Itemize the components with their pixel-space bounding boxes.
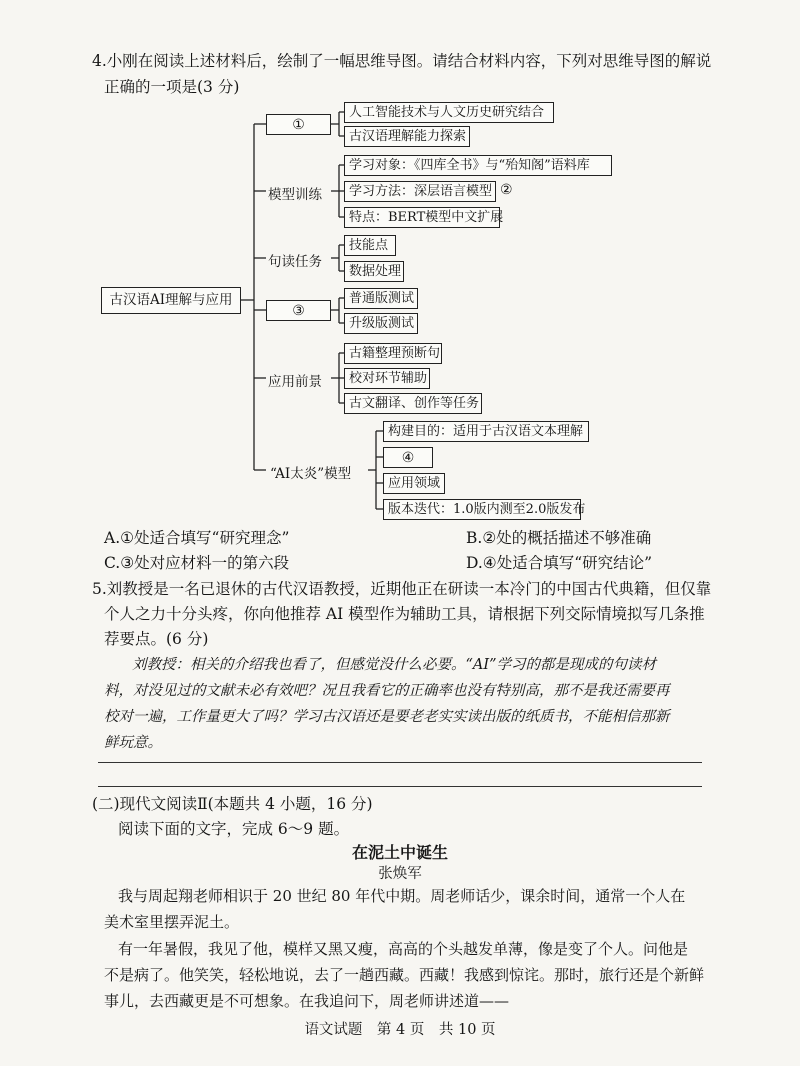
section-instruction: 阅读下面的文字，完成 6～9 题。: [118, 820, 350, 838]
branch-2-marker: ②: [500, 182, 513, 198]
branch-4-leaf-2: 升级版测试: [344, 313, 418, 334]
branch-5-leaf-2: 校对环节辅助: [344, 368, 430, 389]
branch-6-label: “AI太炎”模型: [270, 466, 352, 482]
q5-dialogue-line4: 鲜玩意。: [104, 735, 162, 751]
branch-3-label: 句读任务: [268, 254, 322, 270]
page-footer: 语文试题 第 4 页 共 10 页: [304, 1022, 496, 1038]
branch-5-label: 应用前景: [268, 374, 322, 390]
branch-6-leaf-4: 版本迭代：1.0版内测至2.0版发布: [383, 499, 581, 520]
branch-3-leaf-2: 数据处理: [344, 261, 404, 282]
branch-6-leaf-3: 应用领域: [383, 473, 445, 494]
q4-line2: 正确的一项是(3 分): [104, 78, 240, 96]
q5-line3: 荐要点。(6 分): [104, 630, 209, 648]
answer-line-2[interactable]: [98, 786, 702, 787]
option-a: A.①处适合填写“研究理念”: [104, 529, 290, 547]
article-p2-line2: 不是病了。他笑笑，轻松地说，去了一趟西藏。西藏！我感到惊诧。那时，旅行还是个新鲜: [104, 966, 705, 984]
branch-5-leaf-3: 古文翻译、创作等任务: [344, 393, 482, 414]
article-author: 张焕军: [378, 866, 422, 882]
branch-4-placeholder: ③: [266, 300, 331, 321]
answer-line-1[interactable]: [98, 762, 702, 763]
branch-1-leaf-1: 人工智能技术与人文历史研究结合: [344, 102, 554, 123]
branch-6-leaf-1: 构建目的：适用于古汉语文本理解: [383, 421, 589, 442]
q5-line2: 个人之力十分头疼，你向他推荐 AI 模型作为辅助工具，请根据下列交际情境拟写几条推: [104, 605, 705, 623]
branch-4-leaf-1: 普通版测试: [344, 288, 418, 309]
article-p2-line3: 事儿，去西藏更是不可想象。在我追问下，周老师讲述道——: [104, 992, 510, 1010]
option-c: C.③处对应材料一的第六段: [104, 554, 290, 572]
branch-2-leaf-3: 特点：BERT模型中文扩展: [344, 207, 500, 228]
q5-dialogue-line3: 校对一遍，工作量更大了吗？学习古汉语还是要老老实实读出版的纸质书，不能相信那新: [104, 709, 670, 725]
article-p2-line1: 有一年暑假，我见了他，模样又黑又瘦，高高的个头越发单薄，像是变了个人。问他是: [118, 940, 689, 958]
branch-2-leaf-2: 学习方法：深层语言模型: [344, 181, 496, 202]
branch-1-placeholder: ①: [266, 114, 331, 135]
q5-dialogue-line1: 刘教授：相关的介绍我也看了，但感觉没什么必要。“AI”学习的都是现成的句读材: [132, 657, 657, 673]
branch-6-placeholder: ④: [383, 447, 433, 468]
article-p1-line2: 美术室里摆弄泥土。: [104, 913, 240, 931]
branch-1-leaf-2: 古汉语理解能力探索: [344, 126, 470, 147]
q5-line1: 5.刘教授是一名已退休的古代汉语教授，近期他正在研读一本冷门的中国古代典籍，但仅靠: [92, 580, 712, 598]
mindmap-root: 古汉语AI理解与应用: [101, 287, 241, 314]
q4-line1: 4.小刚在阅读上述材料后，绘制了一幅思维导图。请结合材料内容，下列对思维导图的解说: [92, 52, 712, 70]
option-d: D.④处适合填写“研究结论”: [466, 554, 653, 572]
article-title: 在泥土中诞生: [351, 843, 448, 862]
branch-3-leaf-1: 技能点: [344, 235, 396, 256]
q5-dialogue-line2: 料，对没见过的文献未必有效吧？况且我看它的正确率也没有特别高，那不是我还需要再: [104, 683, 670, 699]
branch-2-leaf-1: 学习对象：《四库全书》与“殆知阁”语料库: [344, 155, 612, 176]
article-p1-line1: 我与周起翔老师相识于 20 世纪 80 年代中期。周老师话少，课余时间，通常一个人在: [118, 887, 686, 905]
option-b: B.②处的概括描述不够准确: [466, 529, 652, 547]
branch-2-label: 模型训练: [268, 187, 322, 203]
branch-5-leaf-1: 古籍整理预断句: [344, 343, 442, 364]
section-heading: (二)现代文阅读Ⅱ(本题共 4 小题，16 分): [92, 795, 373, 813]
